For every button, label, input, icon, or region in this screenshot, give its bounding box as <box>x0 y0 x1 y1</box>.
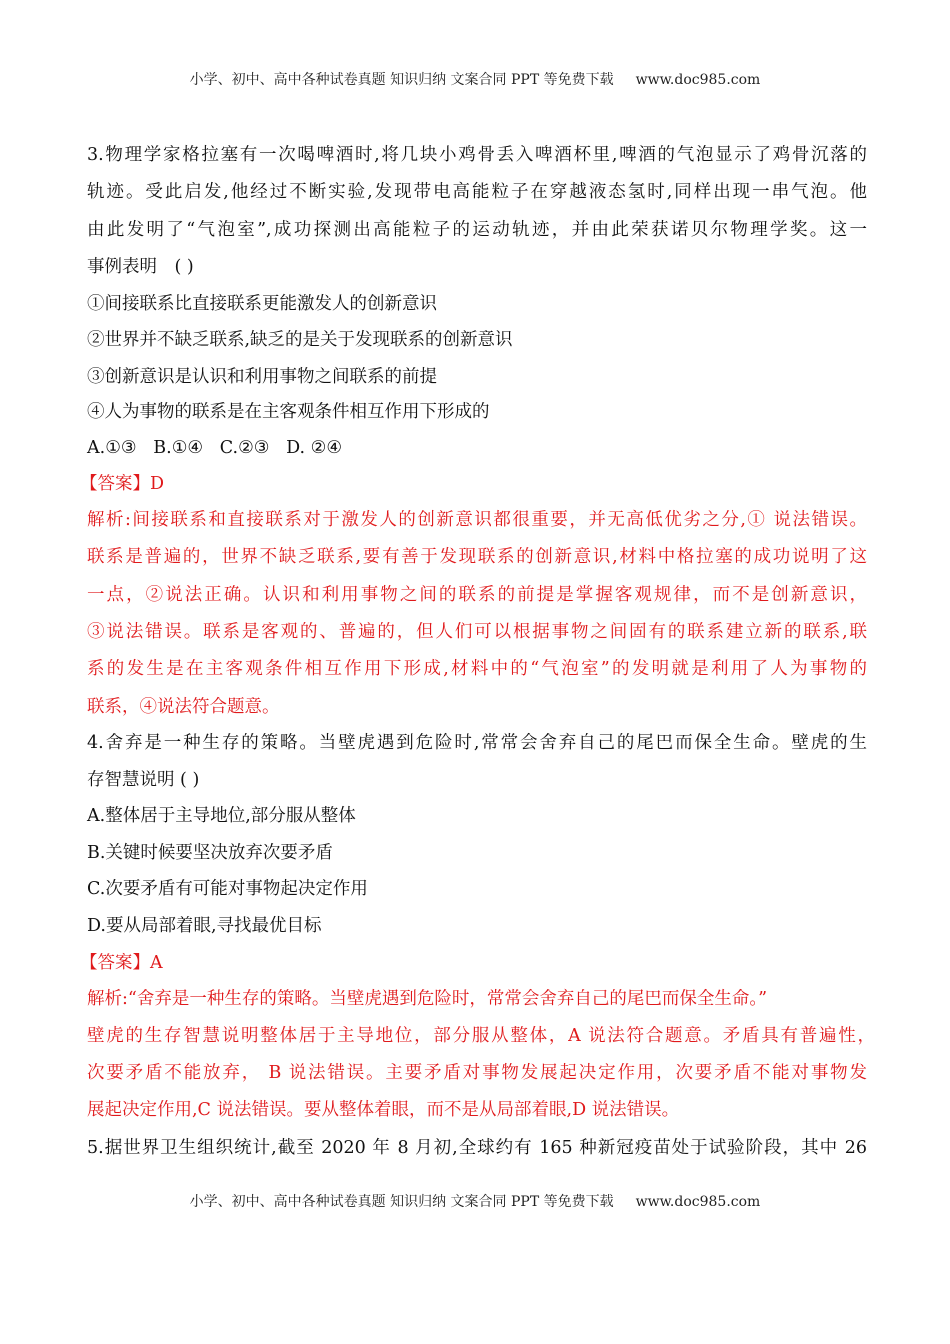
q3-analysis-line: 联系是普遍的，世界不缺乏联系,要有善于发现联系的创新意识,材料中格拉塞的成功说明了这 <box>87 547 867 567</box>
footer-site[interactable]: www.doc985.com <box>635 1194 761 1210</box>
q4-stem-line: 4.舍弃是一种生存的策略。当壁虎遇到危险时,常常会舍弃自己的尾巴而保全生命。壁虎的生 <box>87 733 867 753</box>
q3-analysis-line: 一点，②说法正确。认识和利用事物之间的联系的前提是掌握客观规律，而不是创新意识， <box>87 585 867 605</box>
q3-item: ④人为事物的联系是在主客观条件相互作用下形成的 <box>87 402 490 422</box>
q4-option: C.次要矛盾有可能对事物起决定作用 <box>87 879 368 899</box>
q3-stem-line: 事例表明 ( ) <box>87 257 194 277</box>
q4-analysis-line: 次要矛盾不能放弃， B 说法错误。主要矛盾对事物发展起决定作用，次要矛盾不能对事物发 <box>87 1063 867 1083</box>
q4-answer: 【答案】A <box>80 953 163 973</box>
q4-analysis-line: 壁虎的生存智慧说明整体居于主导地位，部分服从整体，A 说法符合题意。矛盾具有普遍性， <box>87 1026 875 1046</box>
q3-stem-line: 由此发明了“气泡室”,成功探测出高能粒子的运动轨迹，并由此荣获诺贝尔物理学奖。这一 <box>87 220 867 240</box>
q3-analysis-line: 联系，④说法符合题意。 <box>87 697 280 717</box>
q4-option: B.关键时候要坚决放弃次要矛盾 <box>87 843 333 863</box>
q3-item: ②世界并不缺乏联系,缺乏的是关于发现联系的创新意识 <box>87 330 513 350</box>
page-footer <box>0 1191 950 1211</box>
q3-item: ①间接联系比直接联系更能激发人的创新意识 <box>87 294 437 314</box>
q4-analysis-line: 解析:“舍弃是一种生存的策略。当壁虎遇到危险时，常常会舍弃自己的尾巴而保全生命。” <box>87 989 768 1009</box>
footer-text: 小学、初中、高中各种试卷真题 知识归纳 文案合同 PPT 等免费下载 <box>189 1194 614 1210</box>
q3-stem-line: 轨迹。受此启发,他经过不断实验,发现带电高能粒子在穿越液态氢时,同样出现一串气泡。他 <box>87 182 867 202</box>
q3-stem-line: 3.物理学家格拉塞有一次喝啤酒时,将几块小鸡骨丢入啤酒杯里,啤酒的气泡显示了鸡骨沉落的 <box>87 145 867 165</box>
q4-option: D.要从局部着眼,寻找最优目标 <box>87 916 322 936</box>
q3-analysis-line: 系的发生是在主客观条件相互作用下形成,材料中的“气泡室”的发明就是利用了人为事物的 <box>87 659 867 679</box>
q3-options: A.①③ B.①④ C.②③ D. ②④ <box>87 438 343 458</box>
q4-analysis-line: 展起决定作用,C 说法错误。要从整体着眼，而不是从局部着眼,D 说法错误。 <box>87 1100 680 1120</box>
q3-answer: 【答案】D <box>80 474 165 494</box>
q4-option: A.整体居于主导地位,部分服从整体 <box>87 806 356 826</box>
q3-analysis-line: 解析:间接联系和直接联系对于激发人的创新意识都很重要，并无高低优劣之分,① 说法错误。 <box>87 510 867 530</box>
page-header <box>0 69 950 89</box>
q3-item: ③创新意识是认识和利用事物之间联系的前提 <box>87 367 437 387</box>
q3-analysis-line: ③说法错误。联系是客观的、普遍的，但人们可以根据事物之间固有的联系建立新的联系,联 <box>87 622 867 642</box>
q4-stem-line: 存智慧说明 ( ) <box>87 770 200 790</box>
header-site[interactable]: www.doc985.com <box>635 72 761 88</box>
header-text: 小学、初中、高中各种试卷真题 知识归纳 文案合同 PPT 等免费下载 <box>189 72 614 88</box>
q5-stem-line: 5.据世界卫生组织统计,截至 2020 年 8 月初,全球约有 165 种新冠疫苗处于试验阶段，其中 26 <box>87 1138 867 1158</box>
